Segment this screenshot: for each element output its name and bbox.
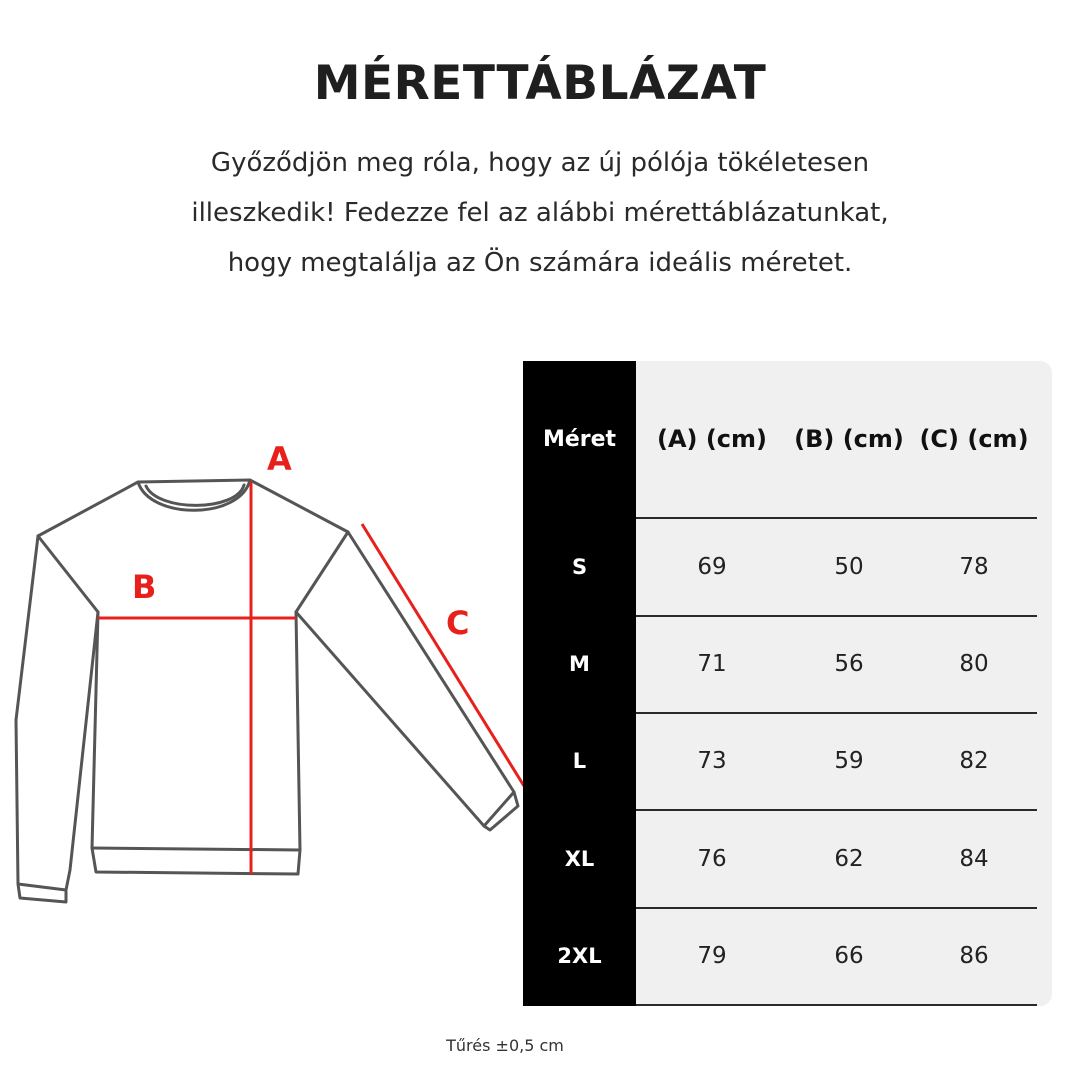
header-c: (C) (cm) xyxy=(919,425,1029,453)
label-b: B xyxy=(132,568,157,606)
measure-line-c xyxy=(362,524,524,786)
value-a-2xl: 79 xyxy=(697,943,727,969)
value-a-xl: 76 xyxy=(697,845,727,872)
value-b-2xl: 66 xyxy=(834,943,864,969)
shirt-outline xyxy=(16,480,518,902)
value-b-xl: 62 xyxy=(834,845,864,872)
value-a-l: 73 xyxy=(697,748,727,774)
intro-line-1: Győződjön meg róla, hogy az új pólója tökéletesen xyxy=(210,148,870,178)
value-a-m: 71 xyxy=(697,651,727,677)
header-b: (B) (cm) xyxy=(794,425,904,453)
value-c-2xl: 86 xyxy=(959,943,989,969)
size-label-xl: XL xyxy=(564,846,595,871)
label-c: C xyxy=(446,604,470,642)
intro-line-3: hogy megtalálja az Ön számára ideális méretet. xyxy=(227,248,853,278)
value-c-s: 78 xyxy=(959,553,989,580)
value-c-xl: 84 xyxy=(959,845,989,872)
intro-text xyxy=(0,138,1080,288)
header-size: Méret xyxy=(542,426,617,452)
size-label-s: S xyxy=(571,554,588,579)
size-label-m: M xyxy=(569,652,590,676)
label-a: A xyxy=(267,440,292,478)
size-table xyxy=(523,361,1052,1006)
shirt-measurement-diagram xyxy=(0,430,560,910)
page-title: MÉRETTÁBLÁZAT xyxy=(313,56,767,111)
value-b-m: 56 xyxy=(834,651,864,677)
tolerance-note: Tűrés ±0,5 cm xyxy=(446,1036,564,1055)
row-divider xyxy=(636,1004,1037,1006)
intro-line-2: illeszkedik! Fedezze fel az alábbi mérettáblázatunkat, xyxy=(191,198,889,228)
size-label-2xl: 2XL xyxy=(557,944,602,968)
value-c-m: 80 xyxy=(959,651,989,677)
measurement-lines xyxy=(98,482,524,874)
value-b-l: 59 xyxy=(834,748,864,774)
value-a-s: 69 xyxy=(697,553,727,580)
size-label-l: L xyxy=(572,749,587,773)
header-a: (A) (cm) xyxy=(656,425,768,453)
value-b-s: 50 xyxy=(834,553,864,580)
value-c-l: 82 xyxy=(959,748,989,774)
